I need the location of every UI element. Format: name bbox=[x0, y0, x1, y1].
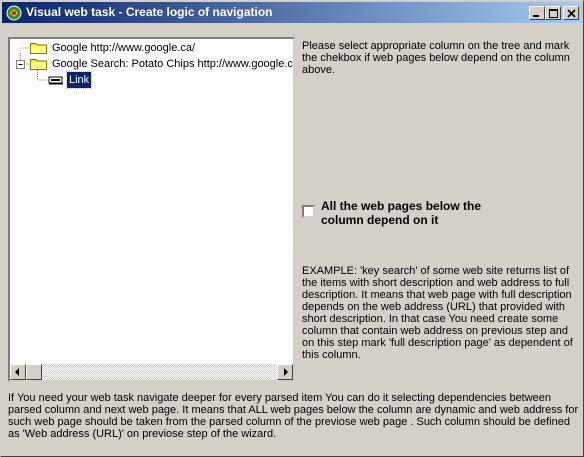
collapse-toggle-icon[interactable] bbox=[16, 60, 25, 69]
close-icon bbox=[567, 9, 576, 18]
window-title: Visual web task - Create logic of navigation bbox=[26, 5, 273, 19]
maximize-button[interactable] bbox=[545, 6, 561, 20]
minimize-button[interactable] bbox=[529, 6, 545, 20]
folder-icon bbox=[30, 42, 47, 54]
arrow-right-icon bbox=[278, 365, 292, 379]
title-bar[interactable] bbox=[2, 2, 582, 23]
instructions-text: Please select appropriate column on the tree and mark the chekbox if web pages below depend on the column above. bbox=[302, 40, 570, 76]
minimize-icon bbox=[533, 9, 541, 17]
horizontal-scrollbar[interactable] bbox=[10, 364, 293, 380]
scroll-track[interactable] bbox=[26, 364, 277, 380]
footer-help-text: If You need your web task navigate deeper for every parsed item You can do it selecting dependencies between parsed column and next web page. It means that ALL web pages below the column are dynamic and web address for such web page should be taken from the parsed column of the previose web page . Such column should be defined as 'Web address (URL)' on previose step of the wizard. bbox=[8, 392, 579, 440]
example-text: EXAMPLE: 'key search' of some web site returns list of the items with short description and web address to full description. It means that web page with full description depends on the web address (URL) that provided with short description. In that case You need create some column that contain web address on previous step and on this step mark 'full description page' as dependent of this column. bbox=[302, 265, 573, 361]
depend-checkbox[interactable] bbox=[302, 205, 315, 218]
scroll-left-button[interactable] bbox=[10, 364, 26, 380]
app-icon bbox=[6, 5, 22, 21]
scroll-thumb[interactable] bbox=[26, 364, 42, 380]
maximize-icon bbox=[549, 9, 558, 18]
arrow-left-icon bbox=[11, 365, 25, 379]
link-item-icon bbox=[48, 74, 64, 86]
tree-item-label: Link bbox=[69, 74, 90, 86]
column-tree[interactable] bbox=[8, 37, 295, 382]
scroll-right-button[interactable] bbox=[277, 364, 293, 380]
tree-item-label: Google http://www.google.ca/ bbox=[52, 42, 196, 54]
depend-checkbox-label[interactable]: All the web pages below the column depend on it bbox=[321, 199, 482, 227]
close-button[interactable] bbox=[563, 6, 579, 20]
tree-item-label: Google Search: Potato Chips http://www.google.c bbox=[52, 58, 293, 70]
folder-icon bbox=[30, 58, 47, 70]
